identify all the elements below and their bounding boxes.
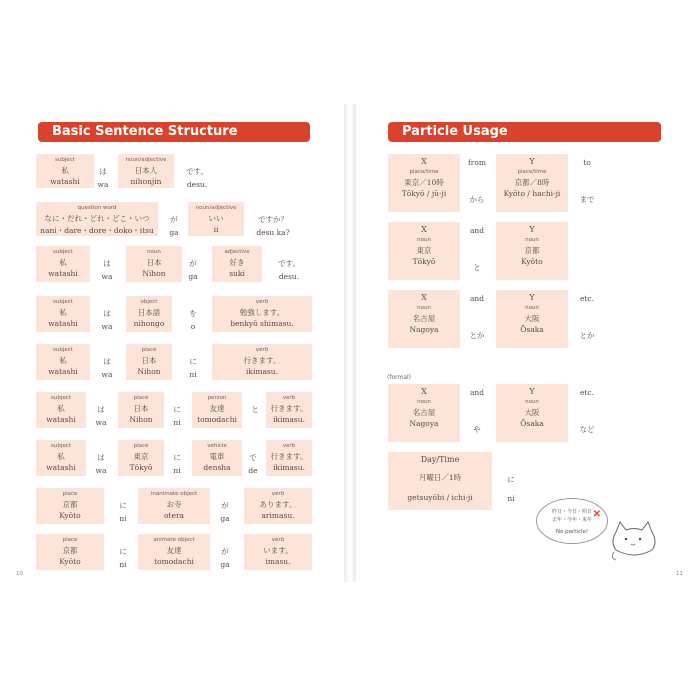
particle-english: to bbox=[583, 158, 591, 167]
structure-box-verb bbox=[266, 392, 312, 428]
particle-romaji: o bbox=[190, 322, 196, 331]
particle-romaji: ni bbox=[119, 560, 127, 569]
x-box bbox=[388, 154, 460, 212]
structure-box-subject bbox=[36, 296, 90, 332]
box-romaji: watashi bbox=[48, 269, 78, 278]
box-head: Y bbox=[529, 387, 535, 396]
particle-romaji: ga bbox=[169, 228, 179, 237]
box-romaji: Tōkyō / jū-ji bbox=[401, 189, 447, 198]
box-japanese: 名古屋 bbox=[412, 408, 436, 417]
box-romaji: Ōsaka bbox=[520, 419, 544, 428]
bubble-line-2: 去年・今年・来年 bbox=[551, 517, 592, 523]
particle-japanese: が bbox=[170, 215, 178, 224]
box-romaji: benkyō shimasu. bbox=[230, 319, 294, 328]
box-romaji: ikimasu. bbox=[273, 463, 305, 472]
particle-text bbox=[112, 500, 134, 523]
particle-romaji: wa bbox=[95, 466, 107, 475]
box-label: noun bbox=[417, 305, 431, 311]
particle-text bbox=[214, 546, 236, 569]
particle-romaji: wa bbox=[101, 272, 113, 281]
particle-text bbox=[164, 214, 184, 237]
box-label: place/time bbox=[517, 169, 547, 175]
box-romaji: watashi bbox=[46, 415, 76, 424]
particle-japanese: とか bbox=[469, 331, 485, 340]
structure-box-animate-object bbox=[138, 534, 210, 570]
particle-english: etc. bbox=[579, 388, 595, 397]
left-page-number: 10 bbox=[16, 571, 23, 577]
structure-box-noun-adjective bbox=[188, 202, 244, 236]
box-romaji: nihongo bbox=[133, 319, 165, 328]
particle-japanese: まで bbox=[579, 195, 595, 204]
box-japanese: 京都／8時 bbox=[514, 178, 550, 187]
box-label: noun bbox=[525, 399, 539, 405]
particle-japanese: を bbox=[189, 309, 197, 318]
particle-japanese: は bbox=[99, 167, 107, 176]
structure-box-verb bbox=[244, 534, 312, 570]
particle-romaji: ni bbox=[189, 370, 197, 379]
particle-japanese: とか bbox=[579, 331, 595, 340]
box-japanese: あります。 bbox=[259, 500, 297, 509]
particle-japanese: から bbox=[469, 195, 485, 204]
y-box bbox=[496, 290, 568, 348]
structure-box-verb bbox=[244, 488, 312, 524]
box-romaji: Nihon bbox=[137, 367, 161, 376]
box-japanese: 大阪 bbox=[524, 408, 540, 417]
box-japanese: お寺 bbox=[166, 500, 182, 509]
particle-text bbox=[244, 452, 262, 475]
box-romaji: watashi bbox=[48, 367, 78, 376]
particle-japanese: が bbox=[221, 547, 229, 556]
box-japanese: 私 bbox=[57, 404, 65, 413]
box-romaji: tomodachi bbox=[197, 415, 237, 424]
box-romaji: ikimasu. bbox=[273, 415, 305, 424]
particle-japanese: に bbox=[507, 475, 515, 484]
box-japanese: います。 bbox=[263, 546, 293, 555]
box-label: noun bbox=[417, 399, 431, 405]
box-japanese: 私 bbox=[61, 166, 69, 175]
box-romaji: Kyōto bbox=[59, 511, 81, 520]
structure-box-verb bbox=[266, 440, 312, 476]
particle-romaji: ga bbox=[220, 514, 230, 523]
structure-box-place bbox=[118, 392, 164, 428]
bubble-line-1: 昨日・今日・明日 bbox=[551, 509, 592, 515]
box-label: noun bbox=[525, 305, 539, 311]
particle-japanese: です。 bbox=[186, 167, 208, 176]
box-japanese: 日本 bbox=[133, 404, 149, 413]
box-japanese: 行きます。 bbox=[270, 404, 308, 413]
particle-english: etc. bbox=[579, 294, 595, 303]
y-box bbox=[496, 222, 568, 280]
box-romaji: otera bbox=[163, 511, 185, 520]
box-romaji: arimasu. bbox=[261, 511, 295, 520]
structure-box-inanimate-object bbox=[138, 488, 210, 524]
box-label: subject bbox=[55, 157, 75, 163]
particle-japanese: は bbox=[97, 405, 105, 414]
box-romaji: ikimasu. bbox=[246, 367, 278, 376]
particle-romaji: ni bbox=[173, 466, 181, 475]
particle-text bbox=[96, 308, 118, 331]
box-japanese: 友達 bbox=[166, 546, 182, 555]
box-japanese: 友達 bbox=[209, 404, 225, 413]
box-japanese: 大阪 bbox=[524, 314, 540, 323]
box-japanese: 日本人 bbox=[134, 166, 158, 175]
particle-japanese: が bbox=[189, 259, 197, 268]
box-japanese: 私 bbox=[59, 308, 67, 317]
box-romaji: nihonjin bbox=[130, 177, 162, 186]
box-romaji: Kyōto / hachi-ji bbox=[503, 189, 561, 198]
particle-english: and bbox=[469, 294, 485, 303]
particle-romaji: desu. bbox=[186, 180, 208, 189]
box-label: subject bbox=[53, 347, 73, 353]
box-label: place/time bbox=[409, 169, 439, 175]
particle-romaji: desu. bbox=[278, 272, 300, 281]
formal-note: (formal) bbox=[387, 374, 412, 381]
x-box bbox=[388, 290, 460, 348]
box-romaji: Tōkyō bbox=[129, 463, 153, 472]
box-romaji: getsuyōbi / ichi-ji bbox=[407, 493, 473, 502]
particle-japanese: など bbox=[579, 425, 595, 434]
structure-box-place bbox=[118, 440, 164, 476]
particle-romaji: desu ka? bbox=[256, 228, 290, 237]
box-romaji: Kyōto bbox=[59, 557, 81, 566]
particle-romaji: wa bbox=[95, 418, 107, 427]
box-japanese: 日本 bbox=[141, 356, 157, 365]
box-romaji: Nihon bbox=[129, 415, 153, 424]
box-label: verb bbox=[282, 443, 296, 449]
box-romaji: densha bbox=[203, 463, 231, 472]
y-box bbox=[496, 154, 568, 212]
box-label: place bbox=[62, 491, 78, 497]
box-japanese: 行きます。 bbox=[270, 452, 308, 461]
box-label: verb bbox=[271, 537, 285, 543]
box-romaji: Nagoya bbox=[409, 325, 439, 334]
box-label: object bbox=[140, 299, 158, 305]
box-romaji: watashi bbox=[46, 463, 76, 472]
box-label: animate object bbox=[153, 537, 195, 543]
box-label: noun/adjective bbox=[125, 157, 167, 163]
particle-english: and bbox=[469, 226, 485, 235]
particle-english: and bbox=[469, 388, 485, 397]
box-japanese: 私 bbox=[59, 356, 67, 365]
structure-box-subject bbox=[36, 154, 94, 188]
particle-japanese: に bbox=[189, 357, 197, 366]
particle-text bbox=[112, 546, 134, 569]
box-head: X bbox=[421, 293, 427, 302]
particle-text bbox=[180, 166, 214, 189]
particle-romaji: wa bbox=[101, 370, 113, 379]
particle-japanese: ですか？ bbox=[258, 215, 288, 224]
box-romaji: watashi bbox=[48, 319, 78, 328]
particle-japanese: に bbox=[119, 547, 127, 556]
box-japanese: いい bbox=[208, 214, 224, 223]
box-label: verb bbox=[255, 347, 269, 353]
x-box bbox=[388, 384, 460, 442]
particle-japanese: は bbox=[97, 453, 105, 462]
box-japanese: 勉強します。 bbox=[239, 308, 285, 317]
particle-japanese: と bbox=[251, 405, 259, 414]
structure-box-subject bbox=[36, 246, 90, 282]
structure-box-subject bbox=[36, 392, 86, 428]
particle-text bbox=[272, 258, 306, 281]
no-particle-speech-bubble bbox=[536, 498, 608, 544]
box-japanese: 日本 bbox=[146, 258, 162, 267]
cross-icon: ✕ bbox=[592, 509, 601, 520]
box-japanese: 行きます。 bbox=[243, 356, 281, 365]
structure-box-verb bbox=[212, 344, 312, 380]
box-label: verb bbox=[255, 299, 269, 305]
box-label: adjective bbox=[224, 249, 250, 255]
box-romaji: tomodachi bbox=[154, 557, 194, 566]
bubble-line-3: No particle! bbox=[555, 529, 589, 535]
particle-romaji: wa bbox=[97, 180, 109, 189]
book-spine bbox=[344, 104, 356, 582]
particle-text bbox=[214, 500, 236, 523]
particle-text bbox=[166, 452, 188, 475]
particle-text bbox=[92, 166, 114, 189]
structure-box-question-word bbox=[36, 202, 158, 236]
particle-romaji: wa bbox=[101, 322, 113, 331]
x-box bbox=[388, 222, 460, 280]
structure-box-place bbox=[36, 534, 104, 570]
particle-text bbox=[182, 308, 204, 331]
box-japanese: 京都 bbox=[62, 500, 78, 509]
structure-box-noun-adjective bbox=[118, 154, 174, 188]
particle-text bbox=[246, 404, 264, 415]
box-label: place bbox=[133, 443, 149, 449]
box-label: question word bbox=[77, 205, 117, 211]
particle-text bbox=[182, 258, 204, 281]
particle-romaji: ni bbox=[173, 418, 181, 427]
box-label: verb bbox=[271, 491, 285, 497]
box-romaji: ii bbox=[213, 225, 219, 234]
box-label: subject bbox=[51, 395, 71, 401]
particle-japanese: は bbox=[103, 259, 111, 268]
box-romaji: Kyōto bbox=[521, 257, 543, 266]
structure-box-adjective bbox=[212, 246, 262, 282]
left-title-banner: Basic Sentence Structure bbox=[38, 122, 310, 142]
structure-box-subject bbox=[36, 440, 86, 476]
box-label: vehicle bbox=[207, 443, 227, 449]
box-label: noun bbox=[525, 237, 539, 243]
structure-box-vehicle bbox=[192, 440, 242, 476]
box-label: person bbox=[207, 395, 227, 401]
box-head: Day/Time bbox=[420, 455, 460, 464]
box-japanese: 名古屋 bbox=[412, 314, 436, 323]
box-romaji: Nagoya bbox=[409, 419, 439, 428]
box-head: X bbox=[421, 225, 427, 234]
particle-japanese: に bbox=[173, 405, 181, 414]
particle-romaji: de bbox=[248, 466, 258, 475]
box-japanese: 月曜日／1時 bbox=[418, 473, 462, 482]
particle-text bbox=[96, 356, 118, 379]
box-japanese: 私 bbox=[57, 452, 65, 461]
box-label: subject bbox=[53, 249, 73, 255]
y-box bbox=[496, 384, 568, 442]
particle-text bbox=[166, 404, 188, 427]
structure-box-noun bbox=[126, 246, 182, 282]
particle-text bbox=[90, 452, 112, 475]
particle-japanese: に bbox=[173, 453, 181, 462]
box-japanese: 東京 bbox=[416, 246, 432, 255]
particle-text bbox=[256, 214, 290, 237]
particle-japanese: は bbox=[103, 309, 111, 318]
box-label: inanimate object bbox=[150, 491, 198, 497]
box-label: noun bbox=[417, 237, 431, 243]
particle-japanese: に bbox=[119, 501, 127, 510]
box-japanese: 京都 bbox=[62, 546, 78, 555]
box-japanese: 好き bbox=[229, 258, 245, 267]
box-label: verb bbox=[282, 395, 296, 401]
box-label: place bbox=[62, 537, 78, 543]
right-page-number: 11 bbox=[676, 571, 683, 577]
box-japanese: 東京 bbox=[133, 452, 149, 461]
box-label: subject bbox=[51, 443, 71, 449]
box-label: noun/adjective bbox=[195, 205, 237, 211]
box-japanese: 東京／10時 bbox=[404, 178, 444, 187]
box-japanese: 日本語 bbox=[137, 308, 161, 317]
right-title-banner: Particle Usage bbox=[388, 122, 661, 142]
particle-japanese: は bbox=[103, 357, 111, 366]
particle-japanese: が bbox=[221, 501, 229, 510]
box-japanese: 私 bbox=[59, 258, 67, 267]
box-romaji: nani・dare・dore・doko・itsu bbox=[40, 226, 154, 235]
daytime-box bbox=[388, 452, 492, 510]
box-head: X bbox=[421, 157, 427, 166]
particle-english: from bbox=[468, 158, 486, 167]
particle-romaji: ni bbox=[507, 494, 515, 503]
box-romaji: Tōkyō bbox=[412, 257, 436, 266]
box-label: place bbox=[141, 347, 157, 353]
box-japanese: 電車 bbox=[209, 452, 225, 461]
particle-japanese: で bbox=[249, 453, 257, 462]
particle-japanese: と bbox=[473, 263, 481, 272]
box-head: Y bbox=[529, 157, 535, 166]
box-label: place bbox=[133, 395, 149, 401]
particle-romaji: ga bbox=[188, 272, 198, 281]
box-romaji: imasu. bbox=[265, 557, 291, 566]
box-label: subject bbox=[53, 299, 73, 305]
cat-illustration-icon bbox=[608, 518, 660, 562]
box-romaji: Nihon bbox=[142, 269, 166, 278]
structure-box-verb bbox=[212, 296, 312, 332]
box-label: noun bbox=[147, 249, 161, 255]
box-head: Y bbox=[529, 225, 535, 234]
particle-japanese: や bbox=[473, 425, 481, 434]
particle-text bbox=[182, 356, 204, 379]
particle-romaji: ga bbox=[220, 560, 230, 569]
box-head: X bbox=[421, 387, 427, 396]
particle-japanese: です。 bbox=[278, 259, 300, 268]
box-japanese: なに・だれ・どれ・どこ・いつ bbox=[44, 214, 150, 223]
box-japanese: 京都 bbox=[524, 246, 540, 255]
box-romaji: Ōsaka bbox=[520, 325, 544, 334]
structure-box-place bbox=[36, 488, 104, 524]
particle-text bbox=[96, 258, 118, 281]
box-head: Y bbox=[529, 293, 535, 302]
structure-box-place bbox=[126, 344, 172, 380]
box-romaji: watashi bbox=[50, 177, 80, 186]
structure-box-object bbox=[126, 296, 172, 332]
structure-box-person bbox=[192, 392, 242, 428]
box-romaji: suki bbox=[229, 269, 245, 278]
particle-text bbox=[90, 404, 112, 427]
particle-romaji: ni bbox=[119, 514, 127, 523]
structure-box-subject bbox=[36, 344, 90, 380]
